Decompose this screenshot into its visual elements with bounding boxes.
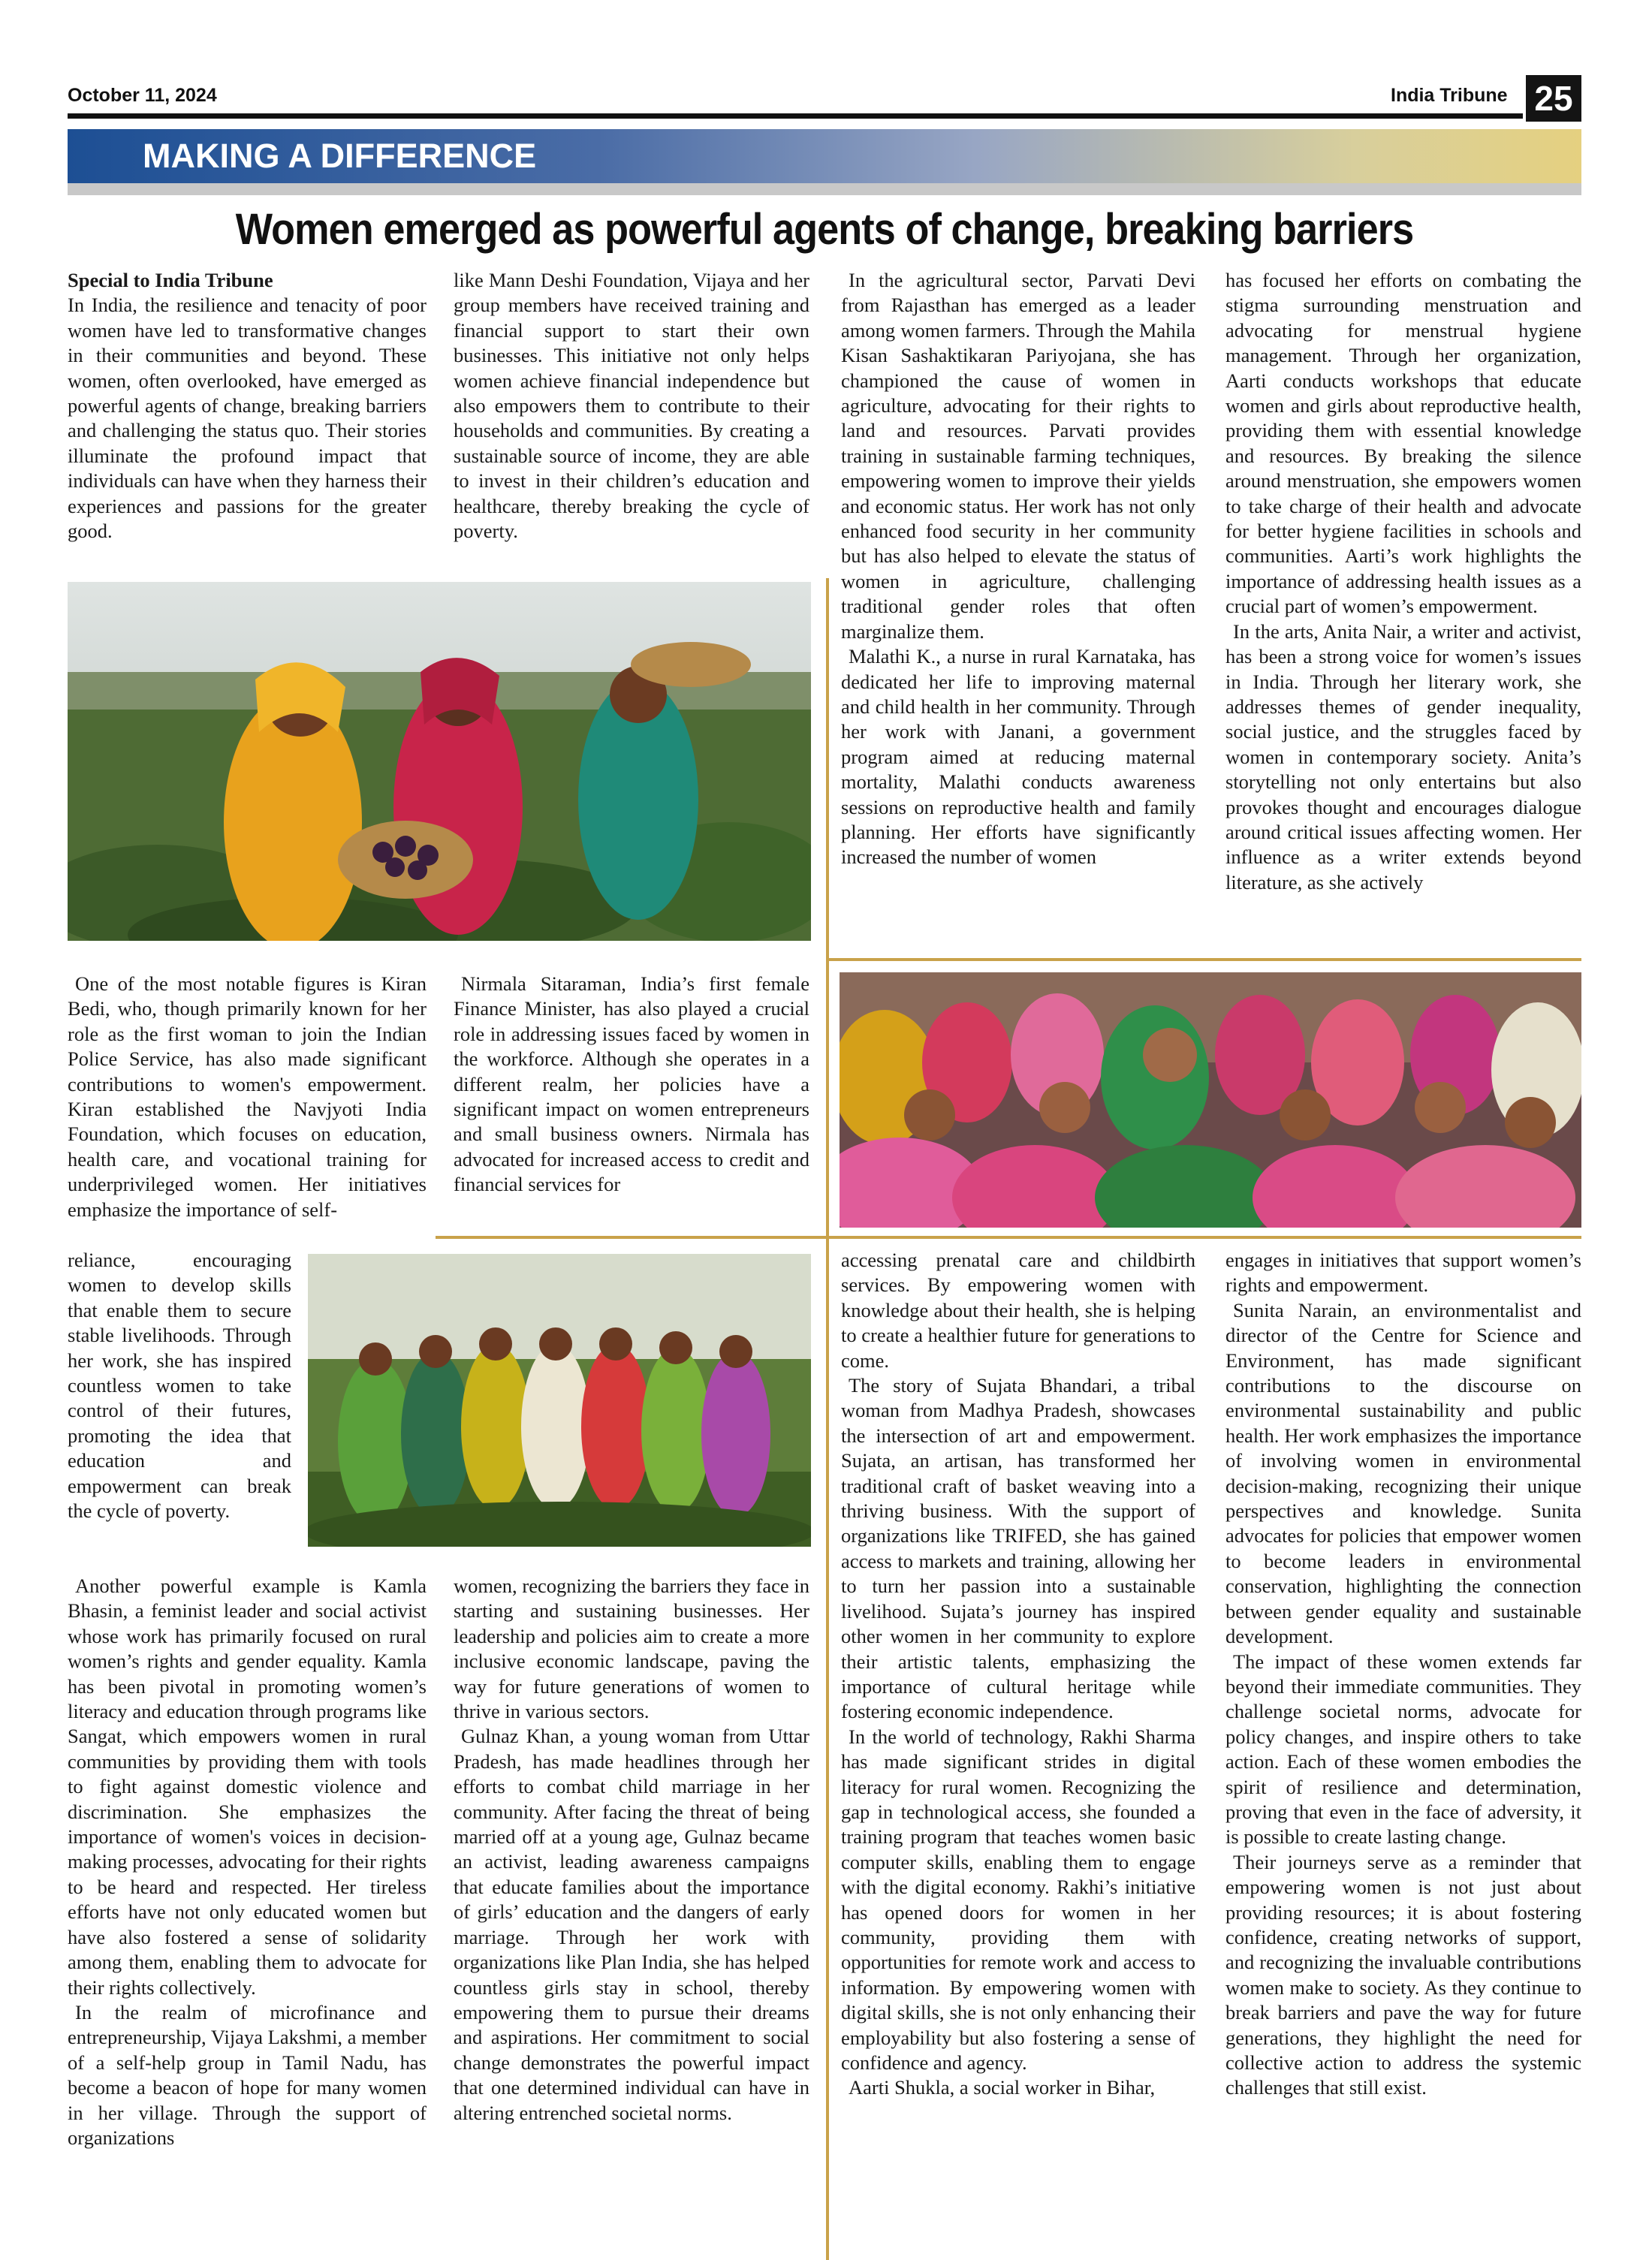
text-column-3-bottom [841,1248,1195,2200]
right-divider [826,1236,1581,1239]
page-number: 25 [1526,75,1581,122]
text-column-2-bottom [454,1574,809,2201]
header-rule [68,113,1523,119]
paragraph-impact: The impact of these women extends far beyond their immediate communities. They challenge societal norms, advocate for policy changes, and inspire others to take action. Each of these women embodies the spirit of resilience and determination, proving that even in the face of adversity, it is possible to create lasting change. [1225,1650,1581,1849]
paragraph-kamla: Another powerful example is Kamla Bhasin, a feminist leader and social activist whose work has primarily focused on rural women’s rights and gender equality. Kamla has been pivotal in promoting women’s literacy and education through programs like Sangat, which empowers women in rural communities by providing them with tools to fight against domestic violence and discrimination. She emphasizes the importance of women's voices in decision-making processes, advocating for their rights to be heard and respected. Her tireless efforts have not only educated women but have also fostered a sense of solidarity among them, enabling them to advocate for their rights collectively. [68,1574,427,1999]
paragraph-mann-deshi: like Mann Deshi Foundation, Vijaya and her group members have received training and financial support to start their own businesses. This initiative not only helps women achieve financial independence but also empowers them to contribute to their households and communities. By creating a sustainable source of income, they are able to invest in their children’s education and healthcare, thereby breaking the cycle of poverty. [454,269,809,543]
paragraph-intro: In India, the resilience and tenacity of poor women have led to transformative changes in their communities and beyond. These women, often overlooked, have emerged as powerful agents of change, breaking barriers and challenging the status quo. Their stories illuminate the profound impact that individuals can have when they harness their experiences and passions for the greater good. [68,294,427,543]
text-wrap-column [68,1248,291,1566]
paragraph-parvati: In the agricultural sector, Parvati Devi from Rajasthan has emerged as a leader among women farmers. Through the Mahila Kisan Sashaktikaran Pariyojana, she has championed the cause of women in agriculture, advocating for their rights to land and resources. Parvati provides training in sustainable farming techniques, empowering women to improve their yields and economic status. Her work has not only enhanced food security in her community but has also helped to elevate the status of women in agriculture, challenging traditional gender roles that often marginalize them. [841,269,1195,643]
paragraph-aarti: Aarti Shukla, a social worker in Bihar, [849,2076,1156,2099]
paragraph-anita-cont: engages in initiatives that support women’s rights and empowerment. [1225,1249,1581,1297]
headline: Women emerged as powerful agents of change, breaking barriers [235,205,1414,254]
paragraph-vijaya: In the realm of microfinance and entrepreneurship, Vijaya Lakshmi, a member of a self-help group in Tamil Nadu, has become a beacon of hope for many women in her village. Through the support of organizations [68,2000,427,2149]
paragraph-sujata: The story of Sujata Bhandari, a tribal woman from Madhya Pradesh, showcases the intersection of art and empowerment. Sujata, an artisan, has transformed her traditional craft of basket weaving into a thriving business. With the support of organizations like TRIFED, she has gained access to markets and training, allowing her to turn her passion into a sustainable livelihood. Sujata’s journey has inspired other women in her community to explore their artistic talents, emphasizing the importance of cultural heritage while fostering economic independence. [841,1374,1195,1723]
paragraph-anita: In the arts, Anita Nair, a writer and activist, has been a strong voice for women’s issues in India. Through her literary work, she addresses themes of gender inequality, social justice, and the struggles faced by women in contemporary society. Anita’s storytelling not only entertains but also provokes thought and encourages dialogue around critical issues affecting women. Her influence as a writer extends beyond literature, as she actively [1225,619,1581,893]
middle-divider [436,1236,831,1239]
column-divider [826,578,829,2260]
banner-underline [68,183,1581,195]
paragraph-aarti-cont: has focused her efforts on combating the stigma surrounding menstruation and advocating for menstrual hygiene management. Through her organization, Aarti conducts workshops that educate women and girls about reproductive health, providing them with essential knowledge and resources. By breaking the silence around menstruation, she empowers women to take charge of their health and advocate for better hygiene facilities in schools and communities. Aarti’s work highlights the importance of addressing health issues as a crucial part of women’s empowerment. [1225,269,1581,618]
publication-name: India Tribune [1391,85,1508,106]
text-column-3-top [841,268,1195,953]
paragraph-malathi-cont: accessing prenatal care and childbirth services. By empowering women with knowledge about their health, she is helping to create a healthier future for generations to come. [841,1249,1195,1372]
paragraph-nirmala-cont: women, recognizing the barriers they face in starting and sustaining businesses. Her leadership and policies aim to create a more inclusive economic landscape, paving the way for future generations of women to thrive in various sectors. [454,1574,809,1723]
paragraph-rakhi: In the world of technology, Rakhi Sharma has made significant strides in digital literacy for rural women. Recognizing the gap in technological access, she founded a training program that teaches women basic computer skills, enabling them to engage with the digital economy. Rakhi’s initiative has opened doors for women in her community, providing them with opportunities for remote work and access to information. By empowering women with digital skills, she is not only enhancing their employability but also fostering a sense of confidence and agency. [841,1725,1195,2074]
paragraph-nirmala: Nirmala Sitaraman, India’s first female Finance Minister, has also played a crucial role in addressing issues faced by women in the workforce. Although she operates in a different realm, her policies have a significant impact on women entrepreneurs and small business owners. Nirmala has advocated for increased access to credit and financial services for [454,972,809,1196]
section-title: MAKING A DIFFERENCE [143,137,537,175]
text-column-2-middle [454,972,809,1227]
text-column-4-top [1225,268,1581,970]
paragraph-kiran-bedi: One of the most notable figures is Kiran Bedi, who, though primarily known for her role as the first woman to join the Indian Police Service, has also made significant contributions to women's empowerment. Kiran established the Navjyoti India Foundation, which focuses on education, health care, and vocational training for underprivileged women. Her initiatives emphasize the importance of self- [68,972,427,1221]
paragraph-gulnaz: Gulnaz Khan, a young woman from Uttar Pradesh, has made headlines through her efforts to combat child marriage in her community. After facing the threat of being married off at a young age, Gulnaz became an activist, leading awareness campaigns that educate families about the importance of girls’ education and the dangers of early marriage. Through her work with organizations like Plan India, she has helped countless girls stay in school, thereby empowering them to pursue their dreams and aspirations. Her commitment to social change demonstrates the powerful impact that one determined individual can have in altering entrenched societal norms. [454,1725,809,2124]
text-column-1-top [68,268,427,568]
paragraph-journeys: Their journeys serve as a reminder that empowering women is not just about providing resources; it is about fostering confidence, creating networks of support, and recognizing the invaluable contributions women make to society. As they continue to break barriers and pave the way for future generations, they highlight the need for collective action to address the systemic challenges that still exist. [1225,1850,1581,2099]
paragraph-kiran-bedi-cont: reliance, encouraging women to develop skills that enable them to secure stable livelihoods. Through her work, she has inspired countless women to take control of their futures, promoting the idea that education and empowerment can break the cycle of poverty. [68,1249,291,1523]
text-column-1-bottom [68,1574,427,2201]
paragraph-malathi: Malathi K., a nurse in rural Karnataka, has dedicated her life to improving maternal and child health in her community. Through her work with Janani, a government program aimed at reducing maternal mortality, Malathi conducts awareness sessions on reproductive health and family planning. Her efforts have significantly increased the number of women [841,645,1195,869]
photo-women-group-field [308,1254,811,1547]
photo-women-farmers [68,582,811,941]
paragraph-sunita: Sunita Narain, an environmentalist and director of the Centre for Science and Environment, has made significant contributions to the discourse on environmental sustainability and public health. Her work emphasizes the importance of involving women in environmental decision-making, recognizing their unique perspectives and knowledge. Sunita advocates for policies that empower women to become leaders in environmental conservation, highlighting the connection between gender equality and sustainable development. [1225,1298,1581,1648]
text-column-2-top [454,268,809,568]
byline: Special to India Tribune [68,269,273,291]
text-column-1-middle [68,972,427,1227]
photo-women-gathering [840,972,1581,1228]
issue-date: October 11, 2024 [68,85,217,106]
text-column-4-bottom [1225,1248,1581,2200]
